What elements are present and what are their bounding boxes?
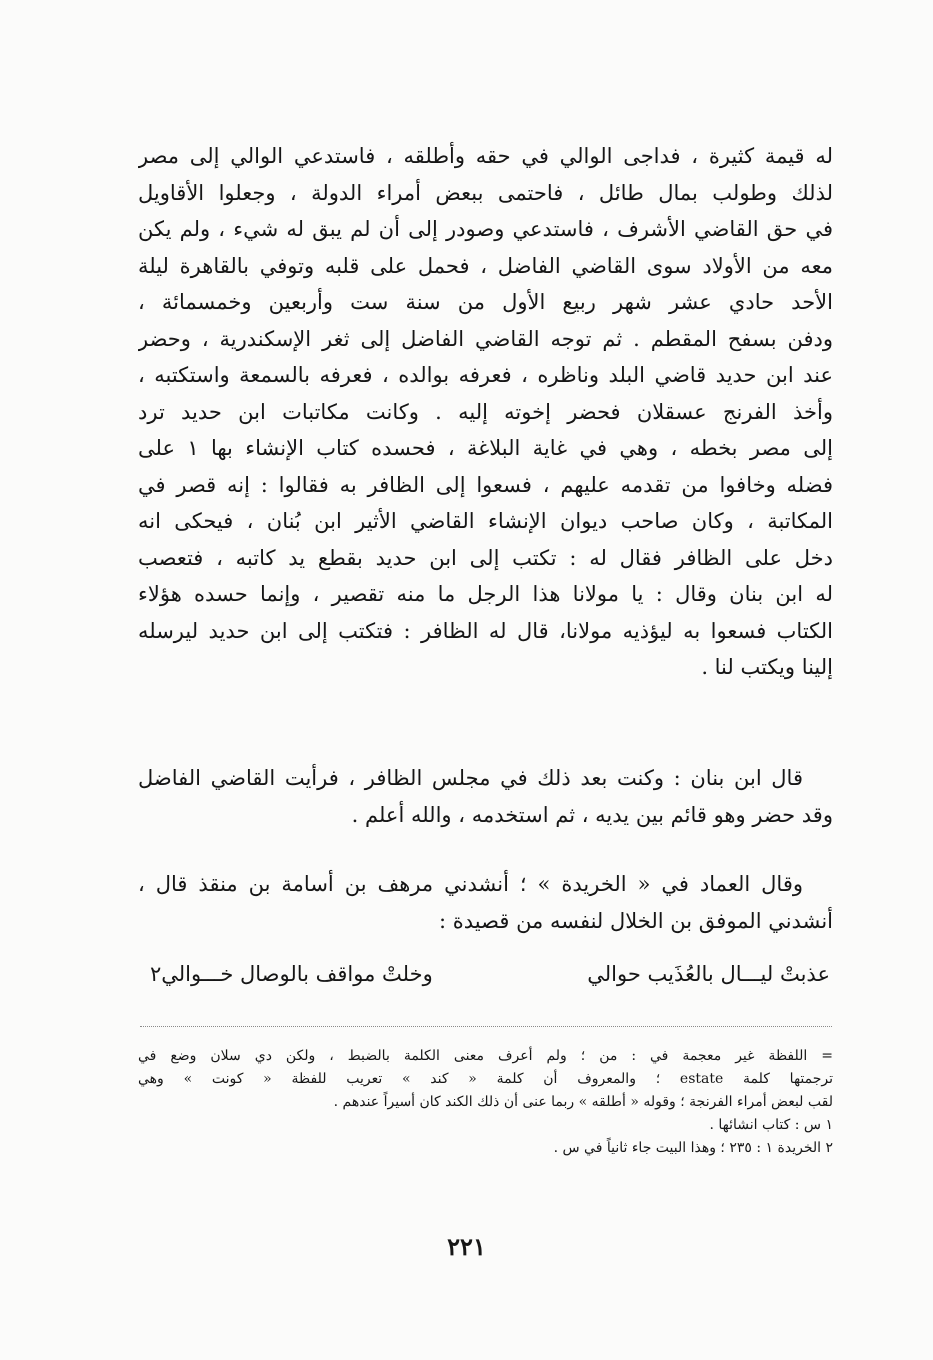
text-line: له ابن بنان وقال : يا مولانا هذا الرجل ما منه تقصير ، وإنما حسده هؤلاء bbox=[138, 582, 833, 606]
footnote-line: = اللفظة غير معجمة في : من ؛ ولم أعرف معنى الكلمة بالضبط ، ولكن دي سلان وضع في bbox=[138, 1048, 833, 1064]
verse-first-hemistich: عذبتْ ليـــال بالعُذَيب حوالي bbox=[587, 962, 830, 986]
page-number: ٢٢١ bbox=[447, 1232, 486, 1261]
verse-second-hemistich: وخلتْ مواقف بالوصال خـــوالي٢ bbox=[150, 962, 433, 986]
footnote-line: ١ س : كتاب انشائها . bbox=[709, 1117, 833, 1133]
paragraph-1 bbox=[138, 138, 833, 686]
footnote-line: لقب لبعض أمراء الفرنجة ؛ وقوله « أطلقه » ربما عنى أن ذلك الكند كان أسيراً عندهم . bbox=[333, 1094, 833, 1110]
footnote-divider bbox=[140, 1026, 832, 1027]
text-line: في حق القاضي الأشرف ، فاستدعي وصودر إلى أن لم يبق له شيء ، ولم يكن bbox=[138, 217, 833, 241]
text-line: وقال العماد في « الخريدة » ؛ أنشدني مرهف بن أسامة بن منقذ قال ، bbox=[138, 872, 803, 896]
text-line: المكاتبة ، وكان صاحب ديوان الإنشاء القاضي الأثير ابن بُنان ، فيحكى انه bbox=[138, 509, 833, 533]
text-line: أنشدني الموفق بن الخلال لنفسه من قصيدة : bbox=[439, 908, 833, 933]
footnotes bbox=[138, 1045, 833, 1160]
text-line: إلينا ويكتب لنا . bbox=[701, 655, 833, 679]
footnote-line: ٢ الخريدة ١ : ٢٣٥ ؛ وهذا البيت جاء ثانياً في س . bbox=[553, 1140, 833, 1156]
text-line: دخل على الظافر فقال له : تكتب إلى ابن حديد بقطع يد كاتبه ، فتعصب bbox=[138, 545, 833, 570]
text-line: معه من الأولاد سوى القاضي الفاضل ، فحمل على قلبه وتوفي بالقاهرة ليلة bbox=[138, 253, 833, 278]
footnote-line: ترجمتها كلمة estate ؛ والمعروف أن كلمة « كند » تعريب للفظة « كونت » وهي bbox=[138, 1071, 833, 1087]
text-line: فضله وخافوا من تقدمه عليهم ، فسعوا إلى الظافر به فقالوا : إنه قصر في bbox=[138, 472, 833, 497]
text-line: الكتاب فسعوا به ليؤذيه مولانا، قال له الظافر : فتكتب إلى ابن حديد ليرسله bbox=[138, 618, 833, 643]
text-line: إلى مصر بخطه ، وهي في غاية البلاغة ، فحسده كتاب الإنشاء بها ١ على bbox=[138, 436, 833, 460]
text-line: الأحد حادي عشر شهر ربيع الأول من سنة ست وأربعين وخمسمائة ، bbox=[138, 290, 833, 314]
text-line: وأخذ الفرنج عسقلان فحضر إخوته إليه . وكانت مكاتبات ابن حديد ترد bbox=[138, 399, 833, 424]
paragraph-2 bbox=[138, 760, 833, 833]
text-line: قال ابن بنان : وكنت بعد ذلك في مجلس الظافر ، فرأيت القاضي الفاضل bbox=[138, 766, 803, 790]
text-line: ودفن بسفح المقطم . ثم توجه القاضي الفاضل إلى ثغر الإسكندرية ، وحضر bbox=[138, 326, 833, 351]
paragraph-3 bbox=[138, 866, 833, 939]
poem-verse bbox=[150, 958, 830, 998]
text-line: له قيمة كثيرة ، فداجى الوالي في حقه وأطلقه ، فاستدعي الوالي إلى مصر bbox=[138, 144, 833, 168]
text-line: لذلك وطولب بمال طائل ، فاحتمى ببعض أمراء الدولة ، وجعلوا الأقاويل bbox=[138, 180, 833, 205]
text-line: عند ابن حديد قاضي البلد وناظره ، فعرفه بوالده ، فعرفه بالسمعة واستكتبه ، bbox=[138, 363, 833, 387]
text-line: وقد حضر وهو قائم بين يديه ، ثم استخدمه ، والله أعلم . bbox=[351, 802, 833, 827]
